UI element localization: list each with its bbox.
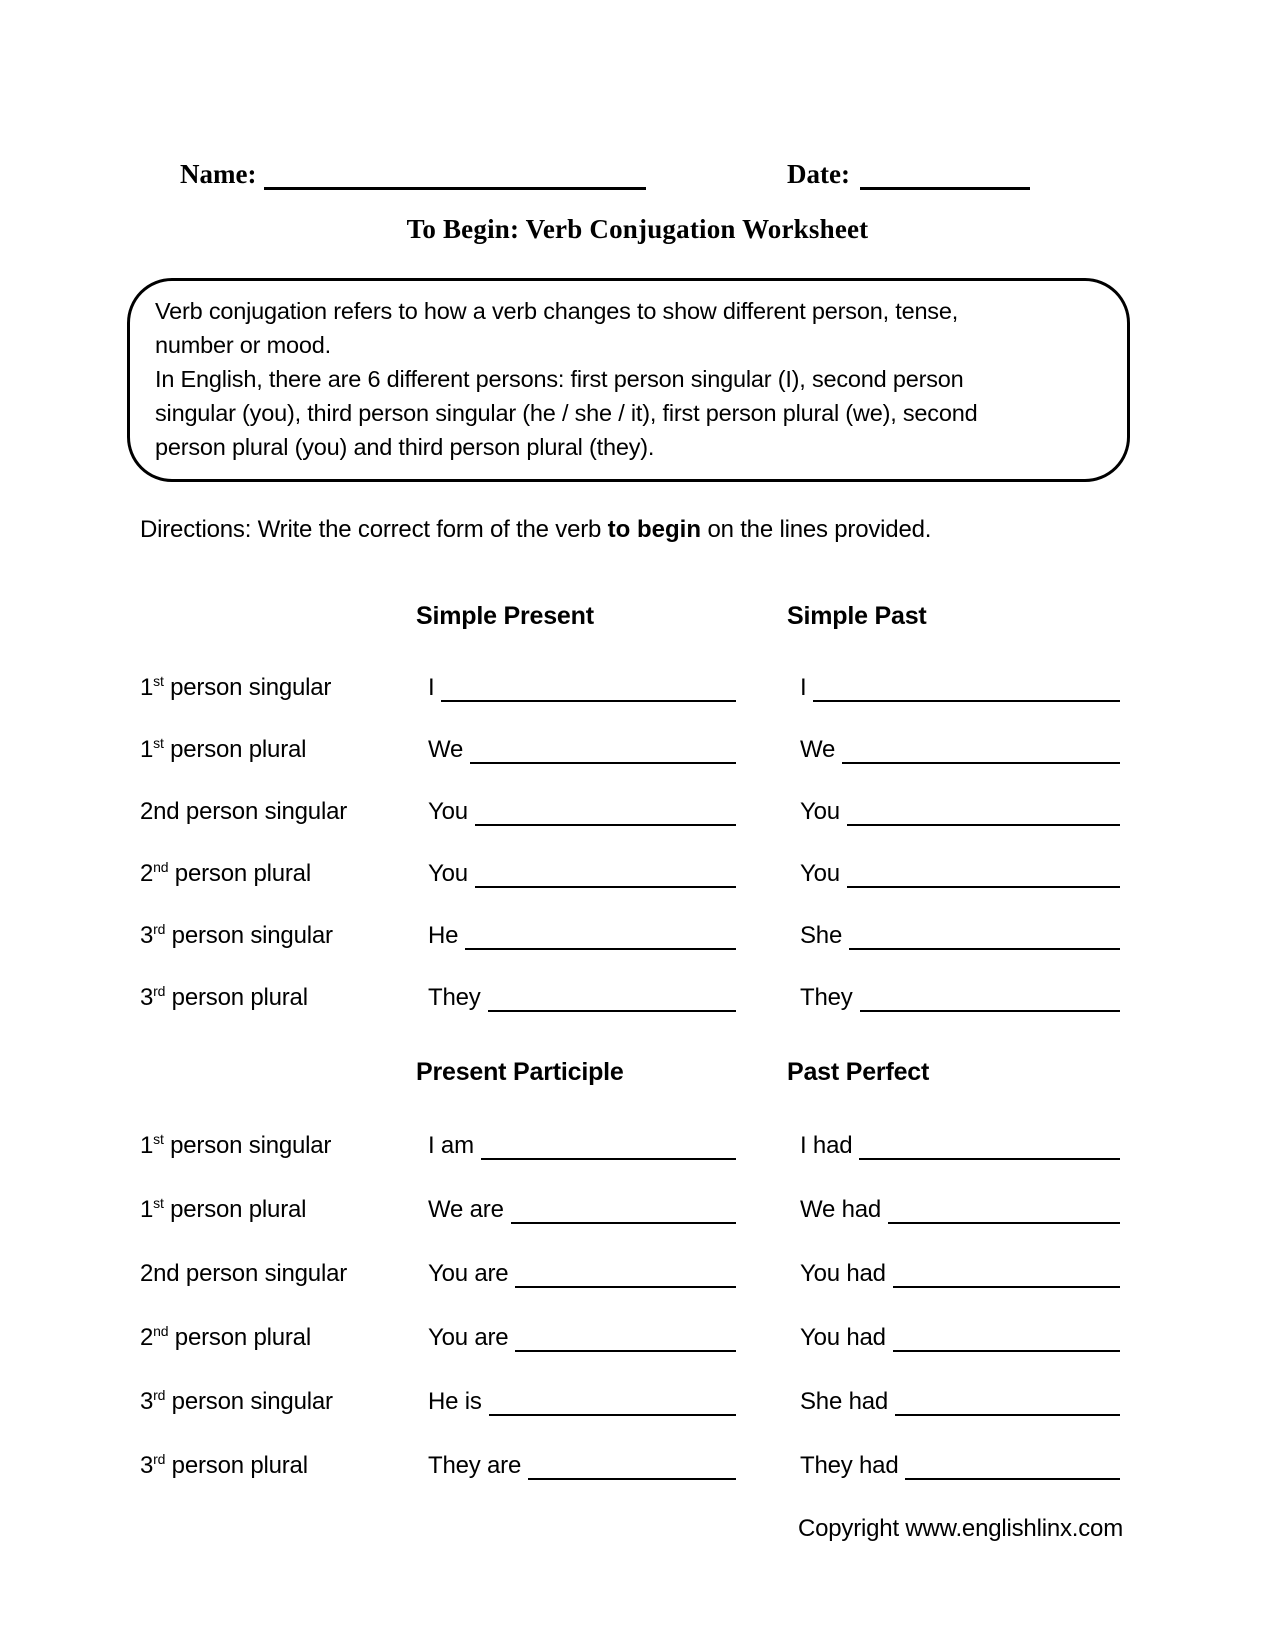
name-label: Name:	[180, 159, 257, 189]
directions-prefix: Directions: Write the correct form of the verb	[140, 516, 608, 543]
conjugation-row	[140, 776, 1120, 826]
ordinal-superscript: st	[153, 735, 164, 752]
info-line: number or mood.	[155, 332, 331, 358]
answer-blank-line[interactable]	[888, 1222, 1120, 1224]
conjugation-row	[140, 1238, 1120, 1288]
ordinal-superscript: rd	[153, 1387, 166, 1404]
pronoun: You had	[800, 1324, 886, 1352]
conjugation-row	[140, 652, 1120, 702]
answer-blank-line[interactable]	[813, 700, 1120, 702]
ordinal-superscript: st	[153, 673, 164, 690]
row-label: 3rd person plural	[140, 1451, 308, 1480]
verb-emphasis: to begin	[607, 516, 701, 543]
conjugation-row	[140, 1110, 1120, 1160]
conjugation-row	[140, 1366, 1120, 1416]
answer-blank-line[interactable]	[842, 762, 1120, 764]
directions-suffix: on the lines provided.	[700, 516, 932, 543]
pronoun: You	[800, 798, 840, 826]
pronoun: I	[428, 674, 435, 702]
copyright-text: Copyright www.englishlinx.com	[798, 1515, 1123, 1542]
row-label: 2nd person singular	[140, 1260, 348, 1288]
pronoun: You	[428, 860, 468, 888]
answer-blank-line[interactable]	[470, 762, 736, 764]
answer-blank-line[interactable]	[465, 948, 736, 950]
ordinal-superscript: rd	[153, 1451, 166, 1468]
conjugation-row	[140, 838, 1120, 888]
pronoun: You are	[428, 1324, 509, 1352]
pronoun: They are	[428, 1452, 522, 1480]
pronoun: We are	[428, 1196, 504, 1224]
info-line: singular (you), third person singular (he / she / it), first person plural (we), second	[155, 400, 978, 426]
pronoun: I am	[428, 1132, 474, 1160]
name-date-row	[180, 148, 1030, 190]
row-label: 2nd person singular	[140, 798, 348, 826]
name-blank-line[interactable]	[264, 187, 646, 190]
answer-blank-line[interactable]	[847, 824, 1120, 826]
answer-blank-line[interactable]	[859, 1158, 1120, 1160]
row-label: 3rd person singular	[140, 1387, 333, 1416]
conjugation-row	[140, 1430, 1120, 1480]
conjugation-row	[140, 900, 1120, 950]
date-label: Date:	[787, 159, 850, 189]
answer-blank-line[interactable]	[905, 1478, 1120, 1480]
date-blank-line[interactable]	[860, 187, 1030, 190]
answer-blank-line[interactable]	[849, 948, 1120, 950]
info-box	[127, 278, 1130, 482]
answer-blank-line[interactable]	[895, 1414, 1120, 1416]
conjugation-row	[140, 1302, 1120, 1352]
info-line: In English, there are 6 different persons: first person singular (I), second person	[155, 366, 964, 392]
row-label: 1st person plural	[140, 735, 307, 764]
row-label: 2nd person plural	[140, 859, 311, 888]
pronoun: They	[800, 984, 853, 1012]
answer-blank-line[interactable]	[511, 1222, 736, 1224]
answer-blank-line[interactable]	[489, 1414, 736, 1416]
answer-blank-line[interactable]	[475, 824, 736, 826]
ordinal-superscript: st	[153, 1131, 164, 1148]
pronoun: They had	[800, 1452, 899, 1480]
pronoun: She	[800, 922, 843, 950]
row-label: 3rd person plural	[140, 983, 308, 1012]
answer-blank-line[interactable]	[860, 1010, 1120, 1012]
info-line: Verb conjugation refers to how a verb changes to show different person, tense,	[155, 298, 959, 324]
answer-blank-line[interactable]	[515, 1350, 736, 1352]
conjugation-row	[140, 714, 1120, 764]
column-header-past-perfect: Past Perfect	[787, 1058, 930, 1086]
pronoun: You are	[428, 1260, 509, 1288]
row-label: 1st person singular	[140, 673, 332, 702]
answer-blank-line[interactable]	[475, 886, 736, 888]
pronoun: They	[428, 984, 481, 1012]
answer-blank-line[interactable]	[893, 1286, 1120, 1288]
row-label: 1st person singular	[140, 1131, 332, 1160]
ordinal-superscript: nd	[153, 859, 169, 876]
conjugation-row	[140, 1174, 1120, 1224]
ordinal-superscript: st	[153, 1195, 164, 1212]
pronoun: You had	[800, 1260, 886, 1288]
pronoun: She had	[800, 1388, 889, 1416]
answer-blank-line[interactable]	[441, 700, 736, 702]
row-label: 1st person plural	[140, 1195, 307, 1224]
column-header-simple-present: Simple Present	[416, 602, 594, 630]
answer-blank-line[interactable]	[481, 1158, 736, 1160]
pronoun: You	[800, 860, 840, 888]
row-label: 2nd person plural	[140, 1323, 311, 1352]
answer-blank-line[interactable]	[515, 1286, 736, 1288]
directions-text	[140, 516, 931, 544]
pronoun: I	[800, 674, 807, 702]
pronoun: I had	[800, 1132, 853, 1160]
pronoun: He is	[428, 1388, 482, 1416]
pronoun: You	[428, 798, 468, 826]
ordinal-superscript: rd	[153, 983, 166, 1000]
answer-blank-line[interactable]	[847, 886, 1120, 888]
page-title: To Begin: Verb Conjugation Worksheet	[406, 214, 869, 244]
info-line: person plural (you) and third person plural (they).	[155, 434, 655, 460]
pronoun: We	[428, 736, 464, 764]
column-header-simple-past: Simple Past	[787, 602, 927, 630]
ordinal-superscript: nd	[153, 1323, 169, 1340]
ordinal-superscript: rd	[153, 921, 166, 938]
column-header-present-participle: Present Participle	[416, 1058, 624, 1086]
pronoun: We	[800, 736, 836, 764]
conjugation-row	[140, 962, 1120, 1012]
answer-blank-line[interactable]	[528, 1478, 736, 1480]
pronoun: We had	[800, 1196, 882, 1224]
pronoun: He	[428, 922, 459, 950]
answer-blank-line[interactable]	[893, 1350, 1120, 1352]
row-label: 3rd person singular	[140, 921, 333, 950]
answer-blank-line[interactable]	[488, 1010, 736, 1012]
